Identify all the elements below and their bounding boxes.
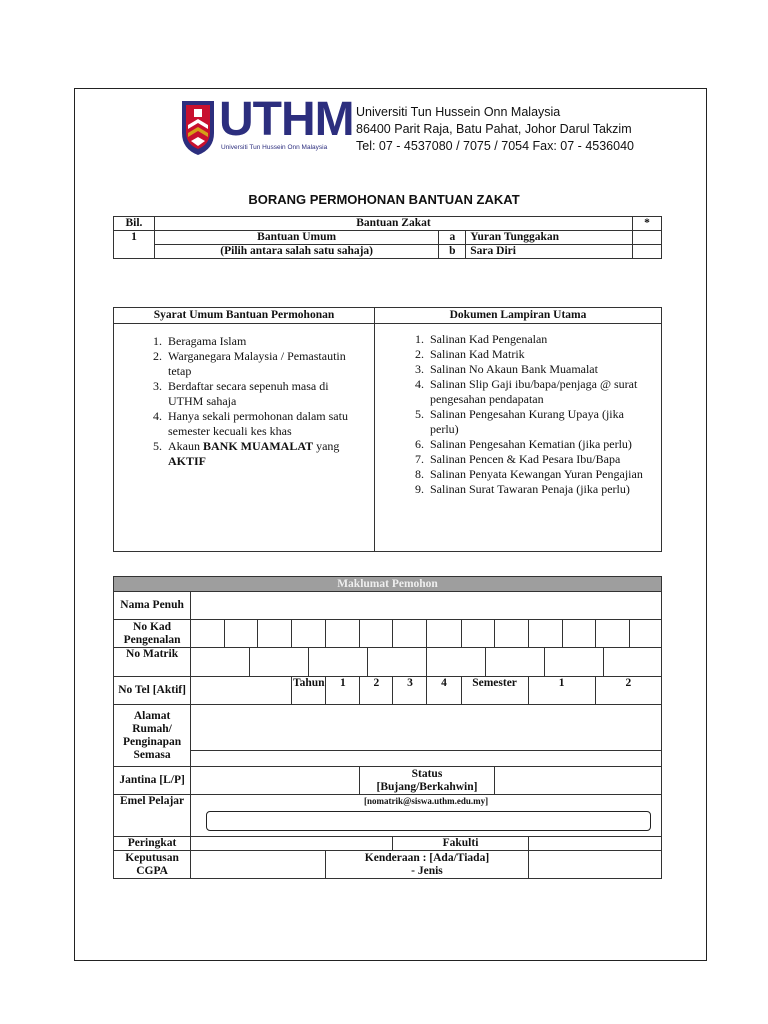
list-item: 5. Akaun BANK MUAMALAT yang AKTIF (153, 439, 340, 468)
matrik-box[interactable] (309, 648, 368, 676)
header-bil: Bil. (114, 217, 155, 231)
semester-option[interactable]: 2 (595, 677, 661, 705)
option-yuran-tunggakan: Yuran Tunggakan (466, 231, 633, 245)
ic-digit-box[interactable] (629, 620, 661, 648)
list-item: 2. Warganegara Malaysia / Pemastautin tetap (153, 349, 346, 378)
aid-table (113, 216, 662, 259)
list-item: 3. Salinan No Akaun Bank Muamalat (415, 362, 598, 376)
list-item: 8. Salinan Penyata Kewangan Yuran Pengajian (415, 467, 643, 481)
matrik-box[interactable] (368, 648, 427, 676)
list-item: 4. Hanya sekali permohonan dalam satu semester kecuali kes khas (153, 409, 348, 438)
ic-digit-box[interactable] (427, 620, 461, 648)
label-alamat: Alamat Rumah/ Penginapan Semasa (114, 705, 191, 767)
semester-option[interactable]: 1 (528, 677, 595, 705)
header-bantuan-zakat: Bantuan Zakat (154, 217, 632, 231)
year-option[interactable]: 4 (427, 677, 461, 705)
matrik-box[interactable] (486, 648, 545, 676)
uthm-logo-text: UTHM (219, 93, 354, 146)
label-emel: Emel Pelajar (114, 795, 191, 837)
list-item: 1. Beragama Islam (153, 334, 247, 348)
label-tahun: Tahun (292, 677, 326, 705)
form-title: BORANG PERMOHONAN BANTUAN ZAKAT (248, 192, 520, 207)
address-line: Universiti Tun Hussein Onn Malaysia (356, 105, 561, 119)
option-sara-diri: Sara Diri (466, 245, 633, 259)
address-line: Tel: 07 - 4537080 / 7075 / 7054 Fax: 07 - 4536040 (356, 139, 634, 153)
applicant-table (113, 576, 662, 879)
list-item: 1. Salinan Kad Pengenalan (415, 332, 548, 346)
address-line: 86400 Parit Raja, Batu Pahat, Johor Darul Takzim (356, 122, 632, 136)
row-number: 1 (114, 231, 155, 259)
option-letter-b: b (439, 245, 466, 259)
list-item: 9. Salinan Surat Tawaran Penaja (jika perlu) (415, 482, 630, 496)
matrik-box[interactable] (427, 648, 486, 676)
label-kenderaan: Kenderaan : [Ada/Tiada] (364, 851, 490, 864)
column-divider (374, 308, 375, 551)
alamat-field[interactable] (191, 705, 662, 767)
list-item: 2. Salinan Kad Matrik (415, 347, 525, 361)
list-item: 6. Salinan Pengesahan Kematian (jika perlu) (415, 437, 632, 451)
matrik-box[interactable] (545, 648, 604, 676)
no-tel-field[interactable] (191, 677, 292, 705)
list-item: 7. Salinan Pencen & Kad Pesara Ibu/Bapa (415, 452, 621, 466)
ic-digit-box[interactable] (360, 620, 393, 648)
label-no-kad: No Kad Pengenalan (114, 620, 191, 648)
peringkat-field[interactable] (191, 837, 393, 851)
status-field[interactable] (494, 767, 661, 795)
uthm-logo-subtitle: Universiti Tun Hussein Onn Malaysia (221, 144, 328, 151)
year-option[interactable]: 1 (326, 677, 360, 705)
list-item: 4. Salinan Slip Gaji ibu/bapa/penjaga @ surat pengesahan pendapatan (415, 377, 638, 406)
label-fakulti: Fakulti (393, 837, 528, 851)
matrik-box[interactable] (250, 648, 309, 676)
requirements-box (113, 307, 662, 552)
year-option[interactable]: 2 (360, 677, 393, 705)
uthm-shield-icon (180, 99, 216, 157)
fakulti-field[interactable] (528, 837, 661, 851)
email-input[interactable] (206, 811, 651, 831)
ic-digit-box[interactable] (225, 620, 258, 648)
matrik-field (191, 648, 662, 677)
applicant-section-title: Maklumat Pemohon (114, 577, 662, 592)
ic-digit-box[interactable] (494, 620, 528, 648)
ic-digit-box[interactable] (595, 620, 629, 648)
nama-penuh-field[interactable] (191, 592, 662, 620)
matrik-box[interactable] (604, 648, 661, 676)
label-jenis: - Jenis (411, 864, 443, 877)
list-item: 3. Berdaftar secara sepenuh masa di UTHM sahaja (153, 379, 329, 408)
ic-digit-box[interactable] (528, 620, 562, 648)
ic-digit-box[interactable] (461, 620, 494, 648)
label-peringkat: Peringkat (114, 837, 191, 851)
conditions-list (142, 334, 362, 469)
documents-list (404, 332, 654, 497)
aid-note: (Pilih antara salah satu sahaja) (154, 245, 438, 259)
header-mark: * (633, 217, 662, 231)
option-checkbox-a[interactable] (633, 231, 662, 245)
ic-digit-box[interactable] (292, 620, 326, 648)
label-nama-penuh: Nama Penuh (114, 592, 191, 620)
label-no-tel: No Tel [Aktif] (114, 677, 191, 705)
label-no-matrik: No Matrik (114, 648, 191, 677)
ic-digit-box[interactable] (258, 620, 292, 648)
conditions-title: Syarat Umum Bantuan Permohonan (114, 308, 374, 324)
option-checkbox-b[interactable] (633, 245, 662, 259)
ic-digit-box[interactable] (326, 620, 360, 648)
label-jantina: Jantina [L/P] (114, 767, 191, 795)
matrik-box[interactable] (191, 648, 250, 676)
university-address (356, 104, 634, 155)
email-format-hint: [nomatrik@siswa.uthm.edu.my] (191, 795, 662, 837)
kenderaan-label (326, 851, 528, 879)
list-item: 5. Salinan Pengesahan Kurang Upaya (jika perlu) (415, 407, 624, 436)
kenderaan-field[interactable] (528, 851, 661, 879)
option-letter-a: a (439, 231, 466, 245)
ic-digit-box[interactable] (191, 620, 225, 648)
ic-digit-box[interactable] (393, 620, 427, 648)
cgpa-field[interactable] (191, 851, 326, 879)
aid-type: Bantuan Umum (154, 231, 438, 245)
year-option[interactable]: 3 (393, 677, 427, 705)
jantina-field[interactable] (191, 767, 360, 795)
label-cgpa: Keputusan CGPA (114, 851, 191, 879)
label-status: Status [Bujang/Berkahwin] (360, 767, 494, 795)
documents-title: Dokumen Lampiran Utama (375, 308, 661, 324)
ic-digit-box[interactable] (562, 620, 595, 648)
label-semester: Semester (461, 677, 528, 705)
